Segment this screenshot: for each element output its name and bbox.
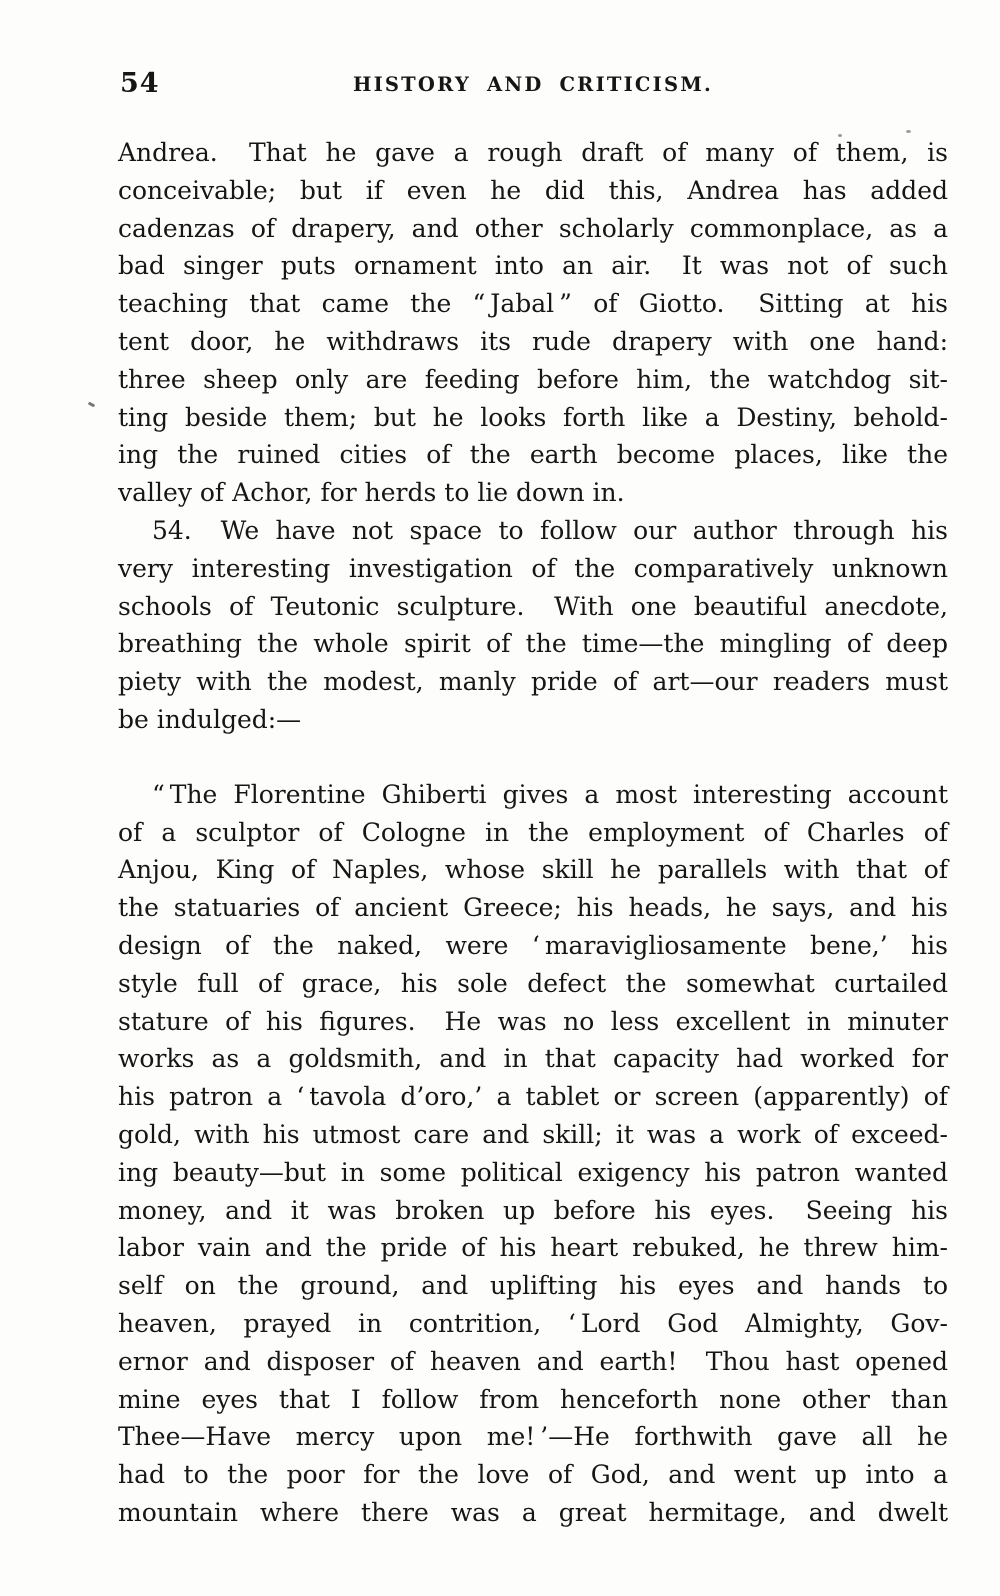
scan-speck	[906, 130, 911, 133]
paragraph-ghiberti-quote	[118, 776, 948, 1532]
text-line: of a sculptor of Cologne in the employment of Charles of	[118, 817, 948, 847]
paragraph-andrea	[118, 134, 948, 512]
text-line: ernor and disposer of heaven and earth! Thou hast opened	[118, 1346, 948, 1376]
running-head: HISTORY AND CRITICISM.	[352, 73, 714, 96]
text-line: self on the ground, and uplifting his eyes and hands to	[118, 1271, 948, 1301]
text-line: ting beside them; but he looks forth like a Destiny, behold-	[118, 402, 948, 432]
text-line: 54. We have not space to follow our author through his	[152, 515, 948, 545]
text-line: Thee—Have mercy upon me! ’—He forthwith gave all he	[118, 1422, 948, 1452]
page-header	[118, 68, 948, 108]
text-line: valley of Achor, for herds to lie down in.	[118, 478, 625, 508]
text-line: tent door, he withdraws its rude drapery with one hand:	[118, 326, 948, 356]
text-line: works as a goldsmith, and in that capacity had worked for	[118, 1044, 948, 1074]
text-line: ing the ruined cities of the earth become places, like the	[118, 440, 948, 470]
text-line: be indulged:—	[118, 704, 302, 734]
text-line: his patron a ‘ tavola d’oro,’ a tablet or screen (apparently) of	[118, 1082, 948, 1112]
text-line: mountain where there was a great hermitage, and dwelt	[118, 1497, 948, 1527]
text-line: three sheep only are feeding before him, the watchdog sit-	[118, 364, 948, 394]
text-line: cadenzas of drapery, and other scholarly commonplace, as a	[118, 213, 948, 243]
text-line: very interesting investigation of the comparatively unknown	[118, 553, 948, 583]
text-line: Anjou, King of Naples, whose skill he parallels with that of	[118, 855, 948, 885]
text-line: conceivable; but if even he did this, Andrea has added	[118, 175, 948, 205]
page-number: 54	[120, 68, 160, 99]
text-line: “ The Florentine Ghiberti gives a most interesting account	[152, 779, 948, 809]
text-line: style full of grace, his sole defect the somewhat curtailed	[118, 968, 948, 998]
text-line: had to the poor for the love of God, and went up into a	[118, 1460, 948, 1490]
text-block	[118, 134, 948, 1532]
text-line: mine eyes that I follow from henceforth none other than	[118, 1384, 948, 1414]
text-line: breathing the whole spirit of the time—the mingling of deep	[118, 629, 948, 659]
text-line: bad singer puts ornament into an air. It was not of such	[118, 251, 948, 281]
text-line: ing beauty—but in some political exigency his patron wanted	[118, 1157, 948, 1187]
text-line: labor vain and the pride of his heart rebuked, he threw him-	[118, 1233, 948, 1263]
text-line: stature of his figures. He was no less excellent in minuter	[118, 1006, 948, 1036]
paragraph-54	[118, 512, 948, 739]
scan-speck	[88, 402, 96, 408]
text-line: piety with the modest, manly pride of art—our readers must	[118, 667, 948, 697]
text-line: teaching that came the “ Jabal ” of Giotto. Sitting at his	[118, 289, 948, 319]
text-line: the statuaries of ancient Greece; his heads, he says, and his	[118, 893, 948, 923]
text-line: design of the naked, were ‘ maravigliosamente bene,’ his	[118, 930, 948, 960]
text-line: Andrea. That he gave a rough draft of many of them, is	[118, 138, 948, 167]
scan-speck	[838, 134, 842, 137]
text-line: heaven, prayed in contrition, ‘ Lord God Almighty, Gov-	[118, 1308, 948, 1338]
text-line: money, and it was broken up before his eyes. Seeing his	[118, 1195, 948, 1225]
text-line: gold, with his utmost care and skill; it was a work of exceed-	[118, 1119, 948, 1149]
text-line: schools of Teutonic sculpture. With one beautiful anecdote,	[118, 591, 948, 621]
